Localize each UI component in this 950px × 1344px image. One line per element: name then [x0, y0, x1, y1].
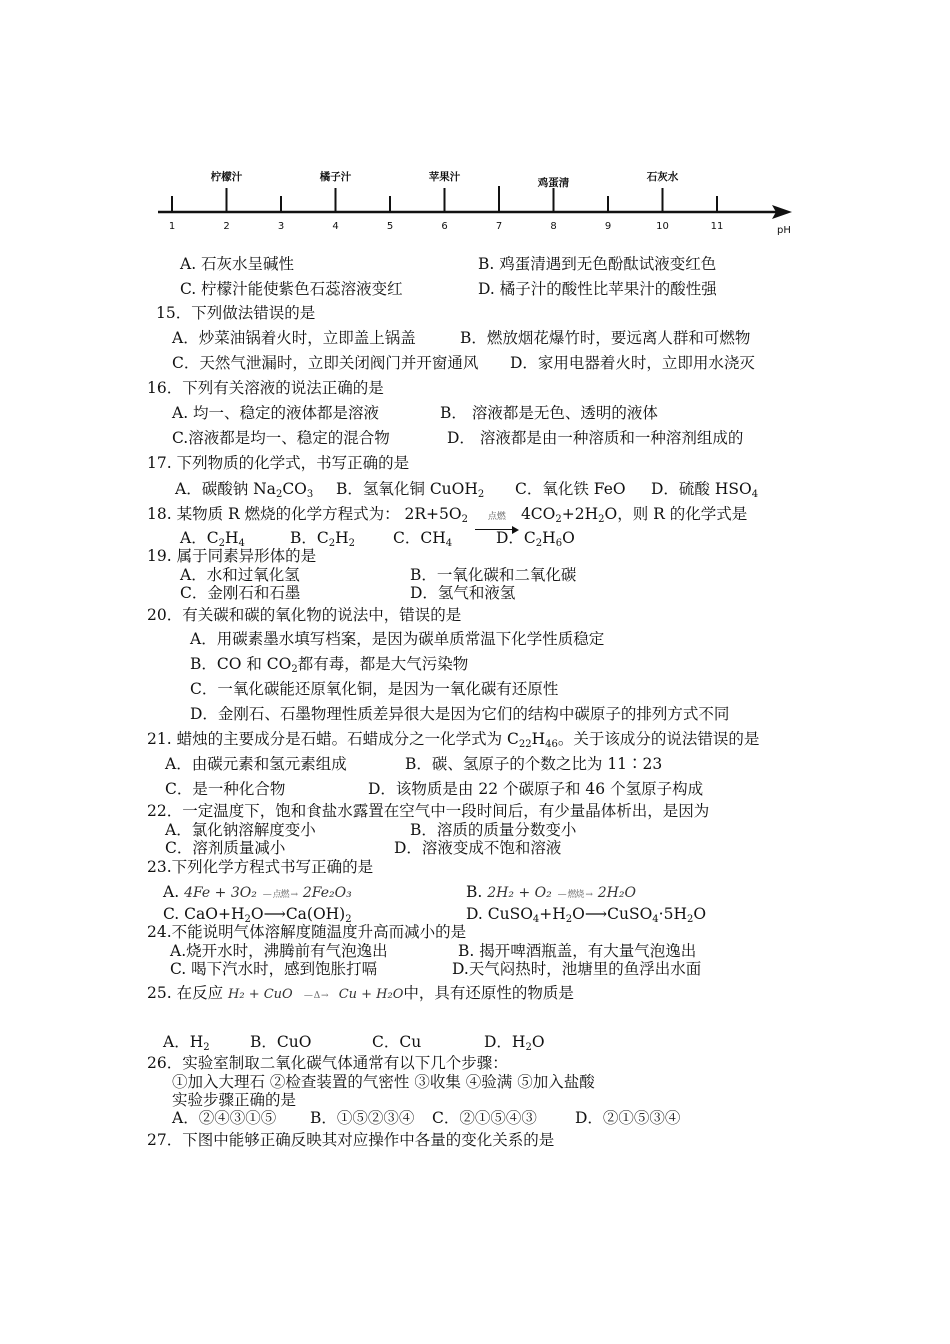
q20-option-a: A．用碳素墨水填写档案，是因为碳单质常温下化学性质稳定 [190, 630, 605, 648]
q26-option-a: A．②④③①⑤ [172, 1109, 277, 1127]
ph-substance-label: 橘子汁 [319, 171, 352, 183]
q15-option-b: B．燃放烟花爆竹时，要远离人群和可燃物 [460, 329, 751, 347]
q20-stem: 20．有关碳和碳的氧化物的说法中，错误的是 [147, 606, 462, 624]
q16-option-b: B． 溶液都是无色、透明的液体 [440, 404, 658, 422]
q25-stem: 25. 在反应 H₂ + CuO — Δ → Cu + H₂O中，具有还原性的物质是 [147, 983, 574, 1006]
ph-axis-label: pH [777, 225, 791, 236]
q18-option-a: A．$C_2H_4$ [180, 529, 245, 549]
q23-option-a: A. 4Fe + 3O₂ — 点燃 → 2Fe₂O₃ [163, 882, 352, 905]
q16-stem: 16．下列有关溶液的说法正确的是 [147, 379, 384, 397]
q26-option-d: D．②①⑤③④ [575, 1109, 681, 1127]
ph-axis [158, 170, 792, 236]
q26-option-c: C．②①⑤④③ [432, 1109, 537, 1127]
q22-option-b: B．溶质的质量分数变小 [410, 821, 577, 839]
ph-tick-label: 10 [656, 221, 669, 232]
ph-scale-figure [150, 160, 800, 240]
q25-option-a: A．$H_2$ [163, 1033, 210, 1053]
q26-stem: 26．实验室制取二氧化碳气体通常有以下几个步骤： [147, 1054, 508, 1072]
q19-option-b: B．一氧化碳和二氧化碳 [410, 566, 577, 584]
ph-tick-label: 4 [332, 221, 339, 232]
q20-option-b: B．CO 和 $CO_2$都有毒，都是大气污染物 [190, 655, 469, 675]
q17-option-d: D．硫酸 $HSO_4$ [651, 480, 759, 500]
ph-tick-label: 8 [550, 221, 557, 232]
q26-steps: ①加入大理石 ②检查装置的气密性 ③收集 ④验满 ⑤加入盐酸 [172, 1073, 595, 1091]
q14-option-d: D. 橘子汁的酸性比苹果汁的酸性强 [478, 280, 717, 298]
ph-substance-label: 苹果汁 [428, 171, 461, 183]
q25-option-d: D．$H_2O$ [484, 1033, 545, 1053]
ph-substance-label: 石灰水 [646, 171, 679, 183]
reaction-arrow-icon: — 点燃 → [262, 890, 297, 900]
q23-option-d: D. $CuSO_4+H_2O⟶CuSO_4\cdot 5H_2O$ [466, 905, 707, 925]
q14-option-b: B. 鸡蛋清遇到无色酚酞试液变红色 [478, 255, 717, 273]
q23-stem: 23.下列化学方程式书写正确的是 [147, 858, 374, 876]
q22-option-c: C．溶剂质量减小 [165, 839, 286, 857]
q19-option-d: D．氢气和液氢 [410, 584, 516, 602]
ph-tick-label: 5 [386, 221, 394, 232]
q27-stem: 27．下图中能够正确反映其对应操作中各量的变化关系的是 [147, 1131, 555, 1149]
q23-option-b: B. 2H₂ + O₂ — 燃烧 → 2H₂O [466, 882, 636, 905]
q20-option-c: C．一氧化碳能还原氧化铜，是因为一氧化碳有还原性 [190, 680, 559, 698]
q18-option-c: C．$CH_4$ [393, 529, 453, 549]
q22-option-d: D．溶液变成不饱和溶液 [394, 839, 562, 857]
ph-tick-label: 9 [604, 221, 612, 232]
ph-substance-label: 柠檬汁 [210, 171, 243, 183]
ph-tick-label: 1 [168, 221, 176, 232]
q24-option-c: C. 喝下汽水时，感到饱胀打嗝 [170, 960, 378, 978]
q21-option-a: A．由碳元素和氢元素组成 [165, 755, 347, 773]
q14-option-a: A. 石灰水呈碱性 [180, 255, 295, 273]
q21-stem: 21. 蜡烛的主要成分是石蜡。石蜡成分之一化学式为 $C_{22}H_{46}$。关于该成分的说法错误的是 [147, 730, 760, 750]
q15-option-d: D．家用电器着火时，立即用水浇灭 [510, 354, 755, 372]
reaction-arrow-icon: — Δ → [303, 991, 328, 1001]
q22-option-a: A．氯化钠溶解度变小 [165, 821, 316, 839]
q18-option-b: B．$C_2H_2$ [290, 529, 356, 549]
q25-option-c: C．Cu [372, 1033, 422, 1051]
ph-tick-label: 2 [223, 221, 230, 232]
ph-tick-label: 3 [277, 221, 285, 232]
q15-option-c: C．天然气泄漏时，立即关闭阀门并开窗通风 [172, 354, 479, 372]
q21-option-d: D．该物质是由 22 个碳原子和 46 个氢原子构成 [368, 780, 704, 798]
q19-option-c: C．金刚石和石墨 [180, 584, 301, 602]
q20-option-d: D．金刚石、石墨物理性质差异很大是因为它们的结构中碳原子的排列方式不同 [190, 705, 730, 723]
q22-stem: 22．一定温度下，饱和食盐水露置在空气中一段时间后，有少量晶体析出，是因为 [147, 802, 710, 820]
q24-stem: 24.不能说明气体溶解度随温度升高而减小的是 [147, 923, 467, 941]
q14-option-c: C. 柠檬汁能使紫色石蕊溶液变红 [180, 280, 403, 298]
q15-option-a: A．炒菜油锅着火时，立即盖上锅盖 [172, 329, 416, 347]
q26-sub-stem: 实验步骤正确的是 [172, 1091, 297, 1109]
ph-tick-label: 7 [495, 221, 503, 232]
q15-stem: 15．下列做法错误的是 [156, 304, 316, 322]
q16-option-a: A. 均一、稳定的液体都是溶液 [172, 404, 380, 422]
q23-option-c: C. $CaO+H_2O⟶Ca(OH)_2$ [163, 905, 352, 925]
q24-option-b: B. 揭开啤酒瓶盖，有大量气泡逸出 [458, 942, 697, 960]
q17-option-a: A．碳酸钠 $Na_2CO_3$ [175, 480, 314, 500]
reaction-arrow-icon: — 燃烧 → [557, 890, 592, 900]
q18-option-d: D．$C_2H_6O$ [496, 529, 575, 549]
q21-option-c: C．是一种化合物 [165, 780, 286, 798]
q17-stem: 17. 下列物质的化学式，书写正确的是 [147, 454, 410, 472]
q24-option-a: A.烧开水时，沸腾前有气泡逸出 [170, 942, 388, 960]
q16-option-d: D． 溶液都是由一种溶质和一种溶剂组成的 [447, 429, 744, 447]
q16-option-c: C.溶液都是均一、稳定的混合物 [172, 429, 390, 447]
q17-option-b: B．氢氧化铜 CuOH$_2$ [336, 480, 485, 500]
ph-substance-label: 鸡蛋清 [537, 177, 570, 189]
reaction-arrow-icon: 点燃 [473, 507, 521, 527]
q17-option-c: C．氧化铁 FeO [515, 480, 626, 498]
q19-option-a: A．水和过氧化氢 [180, 566, 300, 584]
q19-stem: 19. 属于同素异形体的是 [147, 547, 317, 565]
q18-stem: 18. 某物质 R 燃烧的化学方程式为： $2R+5O_2$ 点燃 $4CO_2+2H_2O$，则 R 的化学式是 [147, 505, 748, 525]
q24-option-d: D.天气闷热时，池塘里的鱼浮出水面 [452, 960, 702, 978]
q25-option-b: B．CuO [250, 1033, 312, 1051]
q21-option-b: B．碳、氢原子的个数之比为 11∶23 [405, 755, 663, 773]
ph-tick-label: 11 [710, 221, 724, 232]
ph-tick-label: 6 [441, 221, 448, 232]
q26-option-b: B．①⑤②③④ [310, 1109, 415, 1127]
